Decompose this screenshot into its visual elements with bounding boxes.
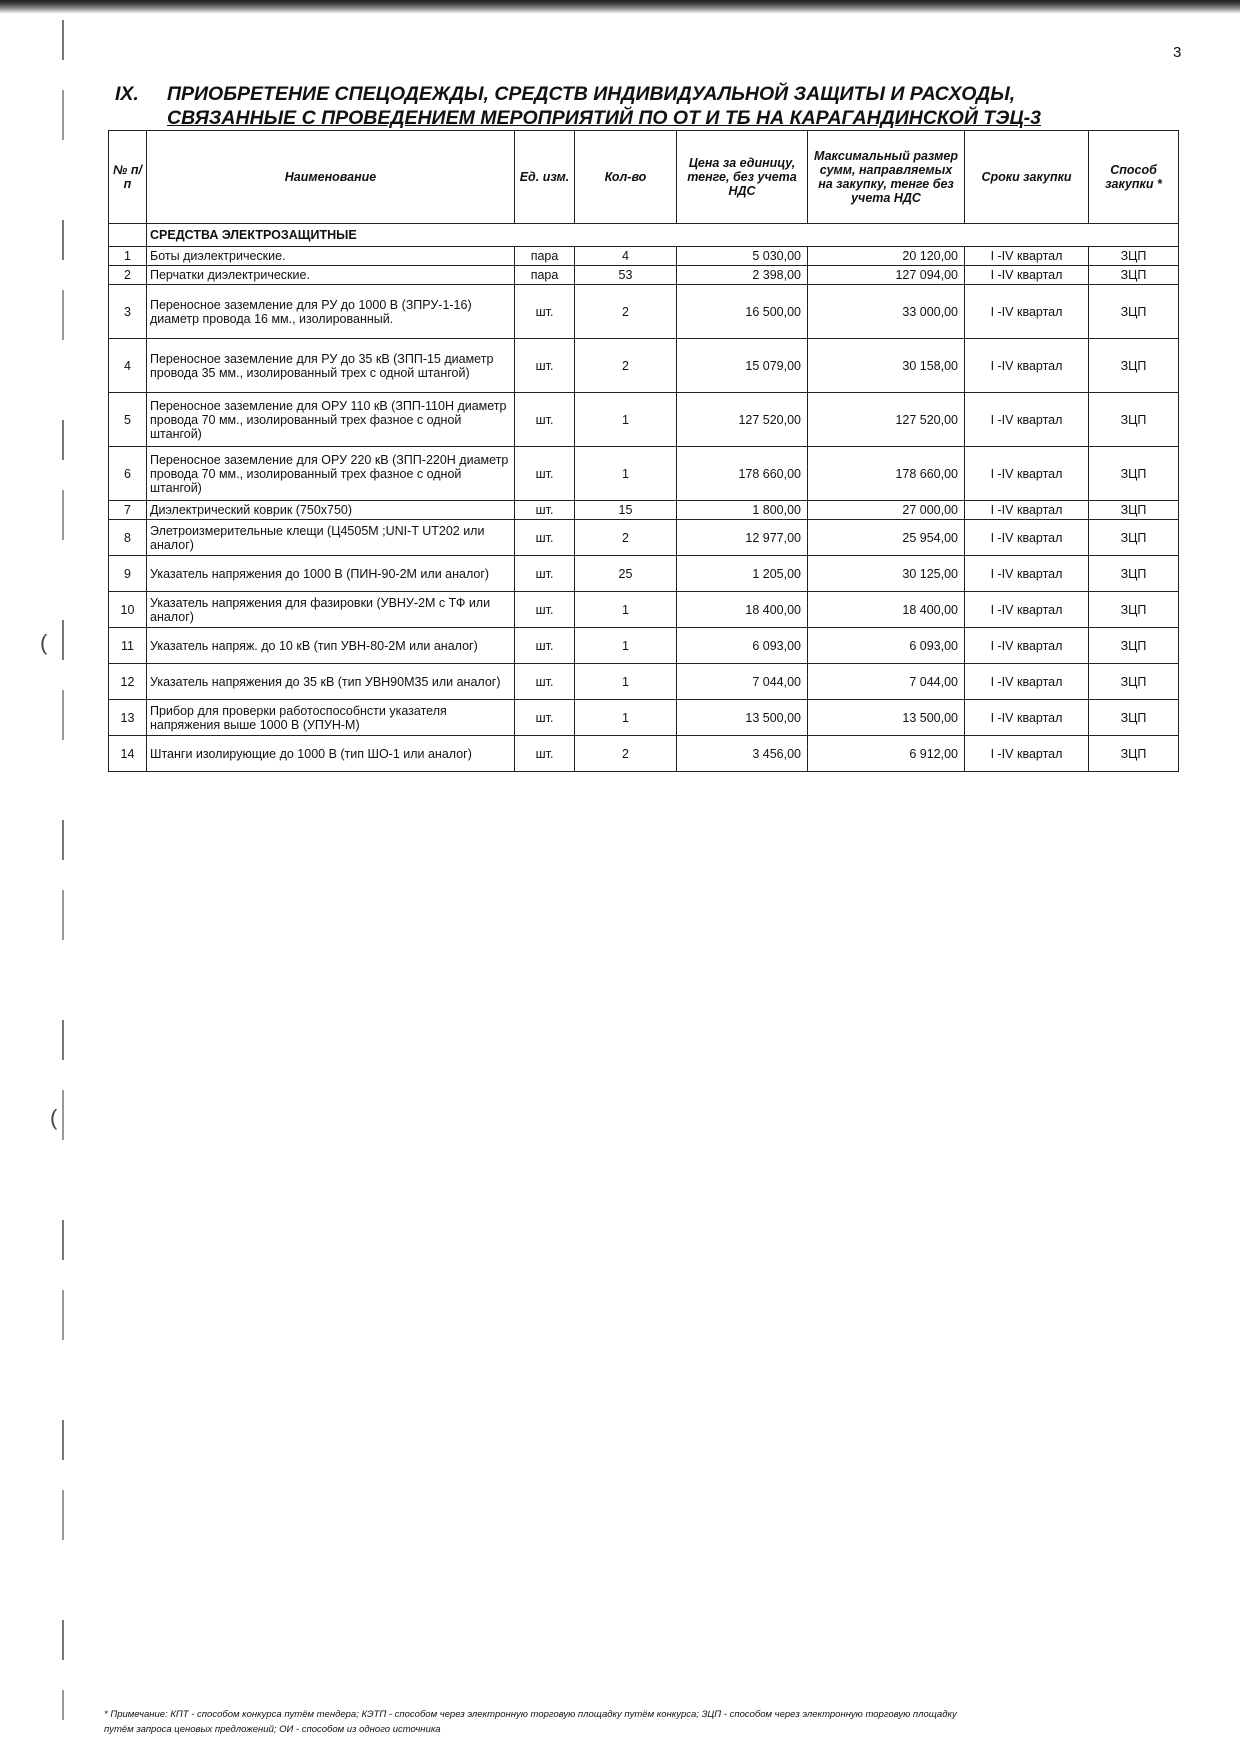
cell-qty: 2 xyxy=(575,736,677,772)
cell-unit: пара xyxy=(515,266,575,285)
cell-sum: 127 520,00 xyxy=(808,393,965,447)
header-num: № п/п xyxy=(109,131,147,224)
header-price: Цена за единицу, тенге, без учета НДС xyxy=(677,131,808,224)
cell-period: I -IV квартал xyxy=(965,736,1089,772)
cell-method: ЗЦП xyxy=(1089,447,1179,501)
cell-price: 7 044,00 xyxy=(677,664,808,700)
header-name: Наименование xyxy=(147,131,515,224)
cell-name: Штанги изолирующие до 1000 В (тип ШО-1 или аналог) xyxy=(147,736,515,772)
cell-num: 5 xyxy=(109,393,147,447)
cell-unit: шт. xyxy=(515,339,575,393)
footnote-line-2: путём запроса ценовых предложений; ОИ - способом из одного источника xyxy=(104,1724,441,1735)
cell-sum: 127 094,00 xyxy=(808,266,965,285)
cell-qty: 2 xyxy=(575,520,677,556)
cell-period: I -IV квартал xyxy=(965,628,1089,664)
cell-method: ЗЦП xyxy=(1089,628,1179,664)
cell-method: ЗЦП xyxy=(1089,592,1179,628)
cell-num: 11 xyxy=(109,628,147,664)
cell-period: I -IV квартал xyxy=(965,664,1089,700)
cell-sum: 18 400,00 xyxy=(808,592,965,628)
cell-unit: шт. xyxy=(515,736,575,772)
cell-qty: 1 xyxy=(575,628,677,664)
cell-period: I -IV квартал xyxy=(965,700,1089,736)
title-line-2: СВЯЗАННЫЕ С ПРОВЕДЕНИЕМ МЕРОПРИЯТИЙ ПО ОТ И ТБ НА КАРАГАНДИНСКОЙ ТЭЦ-3 xyxy=(167,107,1041,129)
cell-name: Указатель напряжения для фазировки (УВНУ-2М с ТФ или аналог) xyxy=(147,592,515,628)
cell-name: Боты диэлектрические. xyxy=(147,247,515,266)
cell-sum: 13 500,00 xyxy=(808,700,965,736)
header-max-sum: Максимальный размер сумм, направляемых на закупку, тенге без учета НДС xyxy=(808,131,965,224)
cell-price: 127 520,00 xyxy=(677,393,808,447)
cell-qty: 4 xyxy=(575,247,677,266)
table-row xyxy=(109,393,1179,447)
cell-price: 3 456,00 xyxy=(677,736,808,772)
cell-method: ЗЦП xyxy=(1089,664,1179,700)
cell-name: Указатель напряж. до 10 кВ (тип УВН-80-2М или аналог) xyxy=(147,628,515,664)
cell-period: I -IV квартал xyxy=(965,520,1089,556)
cell-period: I -IV квартал xyxy=(965,285,1089,339)
cell-price: 12 977,00 xyxy=(677,520,808,556)
cell-period: I -IV квартал xyxy=(965,447,1089,501)
cell-num: 1 xyxy=(109,247,147,266)
cell-price: 1 800,00 xyxy=(677,501,808,520)
punch-hole-mark: ( xyxy=(50,1105,58,1130)
cell-qty: 1 xyxy=(575,447,677,501)
table-row xyxy=(109,339,1179,393)
table-row xyxy=(109,501,1179,520)
cell-unit: шт. xyxy=(515,520,575,556)
scan-edge-top xyxy=(0,0,1240,14)
header-qty: Кол-во xyxy=(575,131,677,224)
table-row xyxy=(109,664,1179,700)
cell-num: 13 xyxy=(109,700,147,736)
cell-qty: 1 xyxy=(575,664,677,700)
cell-num: 3 xyxy=(109,285,147,339)
section-title xyxy=(115,82,1175,130)
cell-qty: 53 xyxy=(575,266,677,285)
cell-name: Диэлектрический коврик (750х750) xyxy=(147,501,515,520)
cell-price: 13 500,00 xyxy=(677,700,808,736)
section-num-cell xyxy=(109,224,147,247)
cell-price: 15 079,00 xyxy=(677,339,808,393)
cell-unit: пара xyxy=(515,247,575,266)
cell-method: ЗЦП xyxy=(1089,393,1179,447)
table-row xyxy=(109,556,1179,592)
table-row xyxy=(109,266,1179,285)
section-title-cell: СРЕДСТВА ЭЛЕКТРОЗАЩИТНЫЕ xyxy=(147,224,1179,247)
cell-name: Указатель напряжения до 35 кВ (тип УВН90М35 или аналог) xyxy=(147,664,515,700)
cell-num: 7 xyxy=(109,501,147,520)
footnote xyxy=(104,1707,1164,1737)
cell-num: 12 xyxy=(109,664,147,700)
cell-method: ЗЦП xyxy=(1089,339,1179,393)
cell-price: 2 398,00 xyxy=(677,266,808,285)
table-row xyxy=(109,736,1179,772)
cell-sum: 7 044,00 xyxy=(808,664,965,700)
cell-qty: 15 xyxy=(575,501,677,520)
cell-period: I -IV квартал xyxy=(965,501,1089,520)
cell-sum: 30 125,00 xyxy=(808,556,965,592)
table-row xyxy=(109,700,1179,736)
cell-sum: 6 912,00 xyxy=(808,736,965,772)
cell-name: Указатель напряжения до 1000 В (ПИН-90-2М или аналог) xyxy=(147,556,515,592)
cell-name: Перчатки диэлектрические. xyxy=(147,266,515,285)
cell-method: ЗЦП xyxy=(1089,266,1179,285)
cell-unit: шт. xyxy=(515,556,575,592)
table-row xyxy=(109,592,1179,628)
cell-method: ЗЦП xyxy=(1089,285,1179,339)
cell-sum: 33 000,00 xyxy=(808,285,965,339)
cell-method: ЗЦП xyxy=(1089,556,1179,592)
cell-period: I -IV квартал xyxy=(965,247,1089,266)
cell-price: 6 093,00 xyxy=(677,628,808,664)
cell-qty: 1 xyxy=(575,592,677,628)
cell-price: 18 400,00 xyxy=(677,592,808,628)
cell-unit: шт. xyxy=(515,592,575,628)
cell-period: I -IV квартал xyxy=(965,339,1089,393)
cell-sum: 178 660,00 xyxy=(808,447,965,501)
cell-sum: 30 158,00 xyxy=(808,339,965,393)
cell-qty: 1 xyxy=(575,393,677,447)
cell-num: 9 xyxy=(109,556,147,592)
cell-qty: 2 xyxy=(575,285,677,339)
table-row xyxy=(109,520,1179,556)
cell-unit: шт. xyxy=(515,285,575,339)
cell-period: I -IV квартал xyxy=(965,592,1089,628)
cell-method: ЗЦП xyxy=(1089,700,1179,736)
table-row xyxy=(109,285,1179,339)
footnote-line-1: * Примечание: КПТ - способом конкурса путём тендера; КЭТП - способом через электронную торговую площадку путём конкурса; ЗЦП - способом через электронную торговую площадку xyxy=(104,1709,957,1720)
procurement-table xyxy=(108,130,1179,772)
cell-period: I -IV квартал xyxy=(965,556,1089,592)
page-number: 3 xyxy=(1173,44,1182,61)
cell-qty: 1 xyxy=(575,700,677,736)
cell-sum: 27 000,00 xyxy=(808,501,965,520)
cell-num: 6 xyxy=(109,447,147,501)
cell-period: I -IV квартал xyxy=(965,393,1089,447)
punch-hole-mark: ( xyxy=(40,630,48,655)
cell-num: 14 xyxy=(109,736,147,772)
section-row xyxy=(109,224,1179,247)
cell-name: Переносное заземление для РУ до 1000 В (ЗПРУ-1-16) диаметр провода 16 мм., изолированный. xyxy=(147,285,515,339)
cell-price: 178 660,00 xyxy=(677,447,808,501)
cell-method: ЗЦП xyxy=(1089,736,1179,772)
cell-method: ЗЦП xyxy=(1089,520,1179,556)
cell-unit: шт. xyxy=(515,447,575,501)
cell-method: ЗЦП xyxy=(1089,247,1179,266)
header-period: Сроки закупки xyxy=(965,131,1089,224)
header-method: Способ закупки * xyxy=(1089,131,1179,224)
cell-price: 16 500,00 xyxy=(677,285,808,339)
cell-num: 2 xyxy=(109,266,147,285)
cell-sum: 6 093,00 xyxy=(808,628,965,664)
cell-sum: 20 120,00 xyxy=(808,247,965,266)
cell-period: I -IV квартал xyxy=(965,266,1089,285)
cell-qty: 25 xyxy=(575,556,677,592)
cell-name: Переносное заземление для ОРУ 220 кВ (ЗПП-220Н диаметр провода 70 мм., изолированный трех фазное с одной штангой) xyxy=(147,447,515,501)
cell-unit: шт. xyxy=(515,393,575,447)
cell-price: 5 030,00 xyxy=(677,247,808,266)
cell-name: Переносное заземление для ОРУ 110 кВ (ЗПП-110Н диаметр провода 70 мм., изолированный трех фазное с одной штангой) xyxy=(147,393,515,447)
cell-unit: шт. xyxy=(515,501,575,520)
cell-unit: шт. xyxy=(515,700,575,736)
cell-num: 4 xyxy=(109,339,147,393)
cell-name: Прибор для проверки работоспособнсти указателя напряжения выше 1000 В (УПУН-М) xyxy=(147,700,515,736)
title-line-1: ПРИОБРЕТЕНИЕ СПЕЦОДЕЖДЫ, СРЕДСТВ ИНДИВИДУАЛЬНОЙ ЗАЩИТЫ И РАСХОДЫ, xyxy=(167,83,1016,105)
table-header-row xyxy=(109,131,1179,224)
header-unit: Ед. изм. xyxy=(515,131,575,224)
cell-num: 10 xyxy=(109,592,147,628)
table-row xyxy=(109,447,1179,501)
cell-method: ЗЦП xyxy=(1089,501,1179,520)
cell-unit: шт. xyxy=(515,664,575,700)
scan-edge-left xyxy=(62,20,64,1720)
table-row xyxy=(109,628,1179,664)
cell-name: Переносное заземление для РУ до 35 кВ (ЗПП-15 диаметр провода 35 мм., изолированный трех с одной штангой) xyxy=(147,339,515,393)
cell-sum: 25 954,00 xyxy=(808,520,965,556)
cell-price: 1 205,00 xyxy=(677,556,808,592)
cell-qty: 2 xyxy=(575,339,677,393)
cell-unit: шт. xyxy=(515,628,575,664)
table-row xyxy=(109,247,1179,266)
cell-num: 8 xyxy=(109,520,147,556)
section-number: IX. xyxy=(115,83,139,105)
cell-name: Элетроизмерительные клещи (Ц4505М ;UNI-T UT202 или аналог) xyxy=(147,520,515,556)
